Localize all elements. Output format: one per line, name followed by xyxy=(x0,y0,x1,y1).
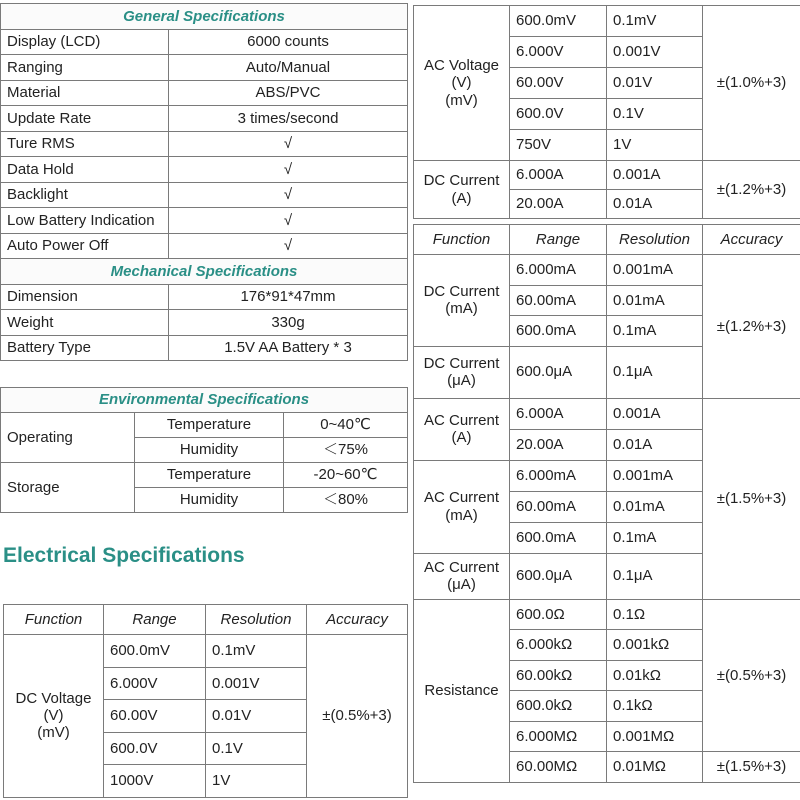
ac-voltage-function: AC Voltage (V) (mV) xyxy=(414,6,510,161)
mechanical-row-label: Weight xyxy=(1,310,169,336)
general-row-label: Ranging xyxy=(1,55,169,81)
range-cell: 600.0μA xyxy=(510,346,607,398)
ac-voltage-dc-current-body xyxy=(414,6,800,219)
table-row xyxy=(1,29,408,55)
resolution-cell: 0.01A xyxy=(607,429,703,460)
general-row-label: Material xyxy=(1,80,169,106)
resolution-cell: 0.1Ω xyxy=(607,599,703,630)
table-row xyxy=(4,635,408,668)
range-cell: 6.000mA xyxy=(510,460,607,491)
resolution-cell: 0.01A xyxy=(607,190,703,219)
resolution-cell: 0.1mV xyxy=(206,635,307,668)
range-cell: 600.0mV xyxy=(510,6,607,37)
accuracy-cell: ±(1.5%+3) xyxy=(703,398,800,599)
function-header: Function xyxy=(414,225,510,255)
general-row-value: 6000 counts xyxy=(169,29,408,55)
resolution-cell: 0.001mA xyxy=(607,460,703,491)
dc-current-ua-function: DC Current (μA) xyxy=(414,346,510,398)
env-operating-hum-label: Humidity xyxy=(135,438,284,463)
table-row xyxy=(1,106,408,132)
dc-voltage-body xyxy=(4,605,408,798)
range-cell: 60.00V xyxy=(510,68,607,99)
range-cell: 600.0kΩ xyxy=(510,691,607,722)
env-operating-temp-value: 0~40℃ xyxy=(284,413,408,438)
resolution-cell: 0.1V xyxy=(206,732,307,765)
range-cell: 600.0V xyxy=(510,99,607,130)
table-row xyxy=(1,131,408,157)
range-cell: 60.00kΩ xyxy=(510,660,607,691)
dc-voltage-table xyxy=(3,604,408,798)
accuracy-cell: ±(1.0%+3) xyxy=(703,6,800,161)
resistance-function: Resistance xyxy=(414,599,510,782)
table-row xyxy=(1,157,408,183)
env-operating-label: Operating xyxy=(1,413,135,463)
accuracy-cell: ±(0.5%+3) xyxy=(307,635,408,798)
accuracy-cell: ±(1.2%+3) xyxy=(703,255,800,399)
dc-current-ma-function: DC Current (mA) xyxy=(414,255,510,347)
accuracy-header: Accuracy xyxy=(703,225,800,255)
resolution-cell: 0.01V xyxy=(206,700,307,733)
range-cell: 6.000mA xyxy=(510,255,607,286)
mechanical-row-value: 330g xyxy=(169,310,408,336)
resolution-cell: 0.1mV xyxy=(607,6,703,37)
resolution-cell: 1V xyxy=(607,130,703,161)
resolution-cell: 0.001V xyxy=(607,37,703,68)
range-cell: 600.0Ω xyxy=(510,599,607,630)
range-cell: 60.00mA xyxy=(510,285,607,316)
general-row-value: √ xyxy=(169,182,408,208)
mechanical-row-value: 1.5V AA Battery * 3 xyxy=(169,335,408,361)
env-storage-hum-value: ＜80% xyxy=(284,488,408,513)
resolution-header: Resolution xyxy=(206,605,307,635)
accuracy-header: Accuracy xyxy=(307,605,408,635)
table-row xyxy=(414,161,800,190)
general-spec-body xyxy=(1,4,408,361)
resolution-cell: 0.1kΩ xyxy=(607,691,703,722)
general-row-label: Display (LCD) xyxy=(1,29,169,55)
resolution-cell: 0.01mA xyxy=(607,491,703,522)
table-row xyxy=(414,255,800,286)
range-cell: 60.00MΩ xyxy=(510,752,607,783)
range-cell: 1000V xyxy=(104,765,206,798)
resolution-cell: 0.001mA xyxy=(607,255,703,286)
env-storage-temp-label: Temperature xyxy=(135,463,284,488)
range-cell: 6.000MΩ xyxy=(510,721,607,752)
accuracy-cell: ±(1.2%+3) xyxy=(703,161,800,219)
resolution-cell: 0.01V xyxy=(607,68,703,99)
resolution-cell: 0.001A xyxy=(607,161,703,190)
header-row xyxy=(4,605,408,635)
table-row xyxy=(1,182,408,208)
general-row-label: Backlight xyxy=(1,182,169,208)
table-row xyxy=(1,55,408,81)
range-cell: 20.00A xyxy=(510,429,607,460)
range-cell: 20.00A xyxy=(510,190,607,219)
ac-current-a-function: AC Current (A) xyxy=(414,398,510,460)
current-resistance-table xyxy=(413,224,800,783)
range-header: Range xyxy=(510,225,607,255)
resolution-cell: 0.01kΩ xyxy=(607,660,703,691)
general-row-value: 3 times/second xyxy=(169,106,408,132)
accuracy-cell: ±(0.5%+3) xyxy=(703,599,800,752)
table-row xyxy=(414,599,800,630)
range-cell: 600.0mV xyxy=(104,635,206,668)
accuracy-cell: ±(1.5%+3) xyxy=(703,752,800,783)
range-cell: 60.00V xyxy=(104,700,206,733)
table-row xyxy=(1,80,408,106)
general-row-label: Low Battery Indication xyxy=(1,208,169,234)
table-row xyxy=(1,208,408,234)
mechanical-row-value: 176*91*47mm xyxy=(169,284,408,310)
environmental-spec-table xyxy=(0,387,408,513)
range-cell: 600.0mA xyxy=(510,522,607,553)
general-row-label: Update Rate xyxy=(1,106,169,132)
range-header: Range xyxy=(104,605,206,635)
range-cell: 600.0V xyxy=(104,732,206,765)
resolution-cell: 0.1V xyxy=(607,99,703,130)
resolution-cell: 0.001A xyxy=(607,398,703,429)
table-row xyxy=(1,310,408,336)
env-storage-label: Storage xyxy=(1,463,135,513)
range-cell: 750V xyxy=(510,130,607,161)
environmental-spec-title: Environmental Specifications xyxy=(1,388,408,413)
general-row-value: Auto/Manual xyxy=(169,55,408,81)
range-cell: 6.000A xyxy=(510,161,607,190)
env-storage-hum-label: Humidity xyxy=(135,488,284,513)
general-row-value: ABS/PVC xyxy=(169,80,408,106)
range-cell: 6.000V xyxy=(510,37,607,68)
resolution-cell: 0.1mA xyxy=(607,522,703,553)
resolution-cell: 0.01MΩ xyxy=(607,752,703,783)
general-row-label: Data Hold xyxy=(1,157,169,183)
general-row-value: √ xyxy=(169,131,408,157)
resolution-header: Resolution xyxy=(607,225,703,255)
table-row xyxy=(414,6,800,37)
current-resistance-body xyxy=(414,225,800,783)
range-cell: 60.00mA xyxy=(510,491,607,522)
general-spec-table xyxy=(0,3,408,361)
range-cell: 600.0μA xyxy=(510,553,607,599)
ac-current-ma-function: AC Current (mA) xyxy=(414,460,510,553)
env-operating-hum-value: ＜75% xyxy=(284,438,408,463)
resolution-cell: 0.1μA xyxy=(607,553,703,599)
dc-voltage-function: DC Voltage (V) (mV) xyxy=(4,635,104,798)
resolution-cell: 0.1mA xyxy=(607,316,703,347)
dc-current-a-function: DC Current (A) xyxy=(414,161,510,219)
general-row-label: Auto Power Off xyxy=(1,233,169,259)
resolution-cell: 0.001kΩ xyxy=(607,630,703,661)
function-header: Function xyxy=(4,605,104,635)
resolution-cell: 0.1μA xyxy=(607,346,703,398)
mechanical-row-label: Dimension xyxy=(1,284,169,310)
resolution-cell: 1V xyxy=(206,765,307,798)
env-operating-temp-label: Temperature xyxy=(135,413,284,438)
env-storage-temp-value: -20~60℃ xyxy=(284,463,408,488)
table-row xyxy=(414,398,800,429)
table-row xyxy=(1,233,408,259)
general-row-value: √ xyxy=(169,208,408,234)
range-cell: 6.000kΩ xyxy=(510,630,607,661)
range-cell: 6.000V xyxy=(104,667,206,700)
mechanical-row-label: Battery Type xyxy=(1,335,169,361)
table-row xyxy=(1,284,408,310)
general-row-value: √ xyxy=(169,157,408,183)
general-row-label: Ture RMS xyxy=(1,131,169,157)
resolution-cell: 0.01mA xyxy=(607,285,703,316)
ac-voltage-dc-current-table xyxy=(413,5,800,219)
general-spec-title: General Specifications xyxy=(1,4,408,30)
resolution-cell: 0.001V xyxy=(206,667,307,700)
header-row xyxy=(414,225,800,255)
range-cell: 6.000A xyxy=(510,398,607,429)
general-row-value: √ xyxy=(169,233,408,259)
mechanical-spec-title: Mechanical Specifications xyxy=(1,259,408,285)
ac-current-ua-function: AC Current (μA) xyxy=(414,553,510,599)
table-row xyxy=(1,335,408,361)
resolution-cell: 0.001MΩ xyxy=(607,721,703,752)
range-cell: 600.0mA xyxy=(510,316,607,347)
electrical-spec-title: Electrical Specifications xyxy=(3,544,245,567)
